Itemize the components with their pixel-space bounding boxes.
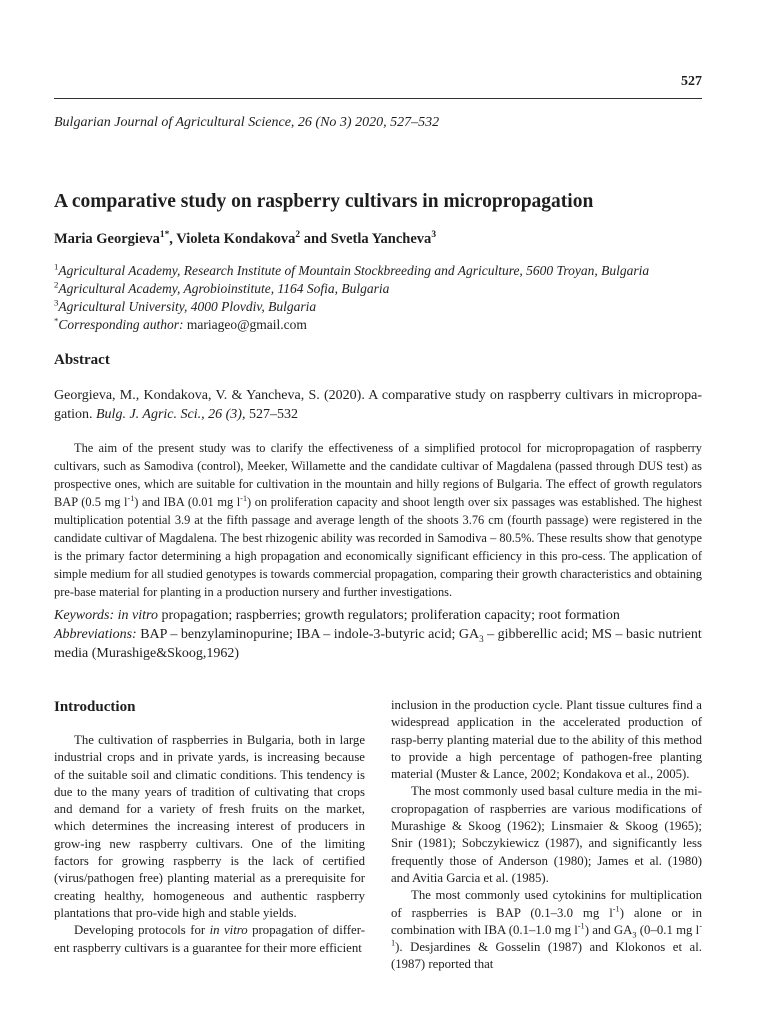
affiliations (54, 262, 649, 334)
author-name: Maria Georgieva (54, 231, 160, 247)
author-name: Svetla Yancheva (330, 231, 432, 247)
journal-citation-line: Bulgarian Journal of Agricultural Science, 26 (No 3) 2020, 527–532 (54, 115, 440, 130)
paragraph-text: The most commonly used cytokinins for multiplication of raspberries is BAP (0.1–3.0 mg l (391, 888, 702, 920)
paragraph-text: ) alone or in combination with IBA (0.1–1.0 mg l (391, 905, 702, 937)
author-separator: and (300, 231, 331, 247)
abbreviations-line (54, 625, 702, 663)
unit-exponent: -1 (127, 493, 135, 503)
affiliation-mark: 1 (54, 261, 59, 272)
introduction-heading: Introduction (54, 699, 136, 715)
page-number: 527 (681, 74, 702, 89)
affiliation-mark: 3 (54, 297, 59, 308)
affiliation-line (54, 298, 649, 316)
affiliation-text: Agricultural Academy, Agrobioinstitute, 1164 Sofia, Bulgaria (58, 281, 390, 296)
citation-authors: Georgieva, M., Kondakova, V. & Yancheva, S. (2020). A comparative study on raspberry cultivars in micropropa-gation. (54, 388, 702, 422)
unit-exponent: -1 (391, 921, 702, 948)
keywords-italic-term: in vitro (117, 608, 158, 623)
paragraph-text: ). Desjardines & Gosselin (1987) and Klokonos et al. (1987) reported that (391, 940, 702, 972)
affiliation-line (54, 280, 649, 298)
unit-exponent: -1 (612, 904, 620, 914)
paragraph-text: propagation of differ-ent raspberry cultivars is a guarantee for their more efficient (54, 923, 365, 955)
keywords-text: propagation; raspberries; growth regulators; proliferation capacity; root formation (157, 608, 620, 623)
paragraph: The cultivation of raspberries in Bulgaria, both in large industrial crops and in private yards, is increasing because of the suitable soil and climatic conditions. This tendency is due to the many years of tradition of cultivating that crops and demand for a variety of fresh fruits on the market, which determines the increasing interest of producers in grow-ing new raspberry cultivars. One of the limiting factors for growing raspberry is the lack of certified (virus/pathogen free) planting material as a prerequisite for creating healthy, homogeneous and authentic raspberry plantations that pro-vide high and stable yields. (54, 733, 365, 920)
right-column (391, 697, 702, 974)
citation-pages: , 527–532 (241, 407, 298, 422)
keywords-line (54, 606, 702, 625)
citation-journal: Bulg. J. Agric. Sci., 26 (3) (96, 407, 242, 422)
corresponding-author-line (54, 316, 649, 334)
author-separator: , (169, 231, 177, 247)
abbreviations-text: – gibberellic acid; MS – basic nutrient media (Murashige&Skoog,1962) (54, 627, 702, 661)
affiliation-line (54, 262, 649, 280)
abstract-text (54, 439, 702, 601)
affiliation-mark: 2 (54, 279, 59, 290)
left-column (54, 732, 365, 957)
unit-exponent: -1 (240, 493, 247, 503)
corresponding-label: Corresponding author: (58, 317, 184, 332)
abstract-text-part: The aim of the present study was to clarify the effectiveness of a simplified protocol for micropropagation of raspberry cultivars, such as Samodiva (control), Meeker, Willamette and the candidate cultivar of Magdalena (passed through DUS test) as prospective ones, which are suitable for cultivation in the mountain and hilly regions of Bulgaria. The effect of growth regulators BAP (0.5 mg l (54, 441, 702, 509)
abstract-text-part: ) on proliferation capacity and shoot length over six passages was established. The highest multiplication potential 3.9 at the fifth passage and average length of the shoots 3.76 cm (fourth passage) were registered in the candidate cultivar of Magdalena. The best rhizogenic ability was recorded in Samodiva – 80.5%. These results show that genotype is the primary factor determining a high propagation and economically significant efficiency in this pro-cess. The application of simple medium for all studied genotypes is towards commercial propagation, comparing their growth characteristics and obtaining pre-base material for planting in a production nursery and further investigations. (54, 495, 703, 599)
abstract-heading: Abstract (54, 352, 110, 368)
article-title: A comparative study on raspberry cultivars in micropropagation (54, 191, 594, 212)
unit-exponent: -1 (577, 921, 585, 931)
corresponding-mark: * (54, 315, 59, 326)
header-rule (54, 98, 702, 99)
abbreviations-text: BAP – benzylaminopurine; IBA – indole-3-butyric acid; GA (136, 627, 480, 642)
italic-term: in vitro (209, 923, 248, 938)
abstract-citation (54, 386, 702, 424)
abbreviations-label: Abbreviations: (54, 627, 137, 642)
corresponding-email[interactable]: mariageo@gmail.com (186, 317, 307, 332)
paragraph-text: ) and GA (584, 922, 633, 937)
paragraph (54, 922, 365, 957)
paragraph-text: Developing protocols for (74, 923, 210, 938)
paragraph: The most commonly used basal culture media in the mi-cropropagation of raspberries are various modifications of Murashige & Skoog (1962); Linsmaier & Skoog (1965); Snir (1981); Sobczykiewicz (1987), and significantly less frequently those of Anderson (1980); James et al. (1980) and Avitia Garcia et al. (1985). (391, 784, 702, 885)
paragraph (391, 887, 702, 973)
paragraph-text: (0–0.1 mg l (636, 922, 700, 937)
keywords-label: Keywords: (54, 608, 115, 623)
paragraph: inclusion in the production cycle. Plant tissue cultures find a widespread application in the accelerated production of rasp-berry planting material due to the ability of this method to provide a high percentage of pathogen-free planting material (Muster & Lance, 2002; Kondakova et al., 2005). (391, 698, 702, 782)
subscript: 3 (479, 633, 484, 644)
keywords-block (54, 606, 702, 663)
author-name: Violeta Kondakova (176, 231, 296, 247)
abstract-text-part: ) and IBA (0.01 mg l (134, 495, 241, 509)
author-affiliation-mark: 3 (431, 230, 437, 241)
affiliation-text: Agricultural Academy, Research Institute of Mountain Stockbreeding and Agriculture, 5600 Troyan, Bulgaria (58, 263, 650, 278)
author-affiliation-mark: 1* (159, 230, 170, 241)
author-list (54, 231, 436, 248)
affiliation-text: Agricultural University, 4000 Plovdiv, Bulgaria (58, 299, 317, 314)
subscript: 3 (632, 930, 637, 940)
author-affiliation-mark: 2 (295, 230, 301, 241)
